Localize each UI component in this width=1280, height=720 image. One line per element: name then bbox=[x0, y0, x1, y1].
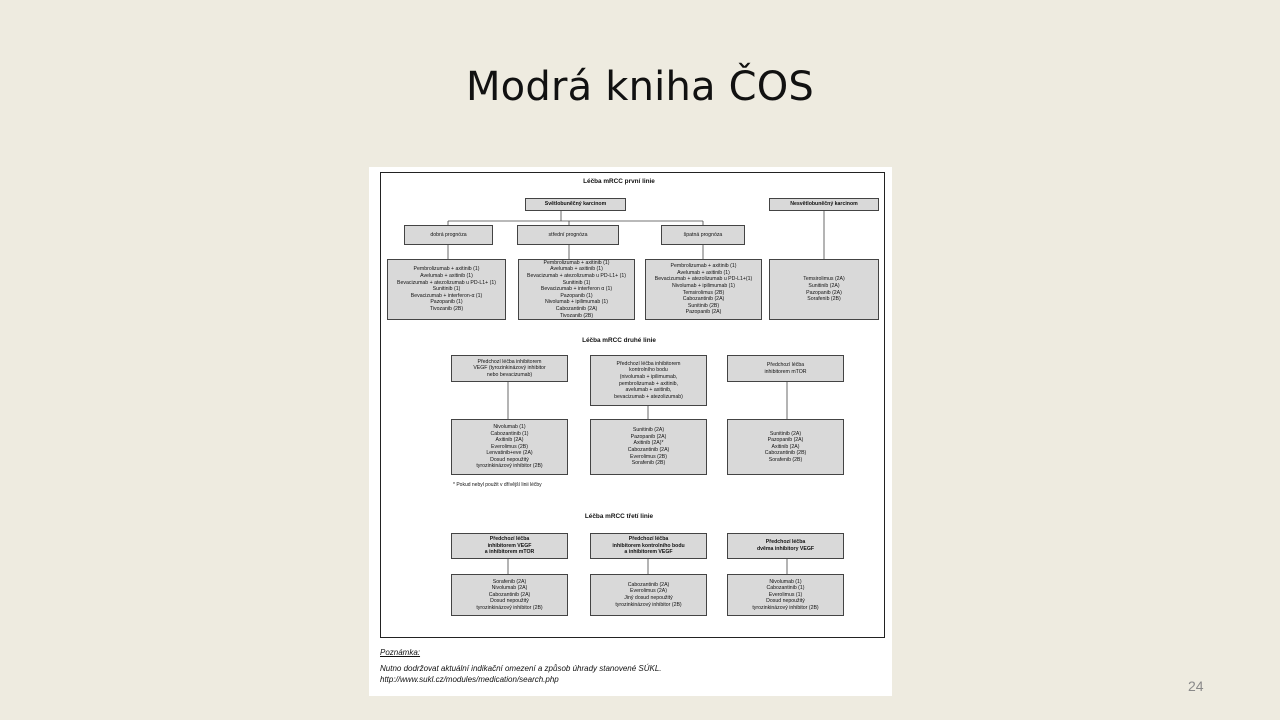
clear-cell-label: Světlobuněčný karcinom bbox=[544, 201, 607, 208]
treatment-item: Cabozantinib (2A) bbox=[627, 447, 670, 453]
treatment-item: Axitinib (2A) bbox=[495, 437, 524, 444]
prior-two-vegf-box bbox=[727, 533, 844, 559]
treatment-item: Cabozantinib (2A) bbox=[555, 305, 598, 312]
second-line-options-vegf bbox=[451, 419, 568, 475]
treatment-item: Cabozantinib (1) bbox=[490, 430, 529, 437]
second-line-options-checkpoint bbox=[590, 419, 707, 475]
treatment-item: Avelumab + axitinib (1) bbox=[677, 269, 730, 276]
treatment-item: Pembrolizumab + axitinib (1) bbox=[543, 259, 610, 266]
treatment-item: Dosud nepoužitý bbox=[490, 598, 529, 605]
prior-line: nebo bevacizumab) bbox=[486, 371, 533, 378]
treatment-flowchart bbox=[369, 167, 892, 696]
treatment-item: Bevacizumab + interferon α (1) bbox=[540, 286, 613, 293]
treatment-item: Bevacizumab + interferon-α (1) bbox=[410, 292, 483, 299]
treatment-item: Nivolumab (2A) bbox=[491, 585, 528, 592]
treatment-item: Axitinib (2A) bbox=[771, 443, 800, 450]
treatment-item: Pazopanib (2A) bbox=[767, 437, 804, 444]
page-number: 24 bbox=[1188, 678, 1204, 694]
note-label: Poznámka: bbox=[380, 648, 421, 657]
prior-mtor-box bbox=[727, 355, 844, 382]
treatment-item: Avelumab + axitinib (1) bbox=[550, 266, 603, 273]
treatment-item: Cabozantinib (2A) bbox=[682, 296, 725, 303]
prior-line: a inhibitorem VEGF bbox=[624, 549, 673, 556]
prior-line: pembrolizumab + axitinib, bbox=[619, 380, 678, 387]
treatment-item: Pazopanib (2A) bbox=[630, 433, 667, 440]
treatment-item: Pazopanib (1) bbox=[560, 292, 593, 299]
treatment-item: Bevacizumab + atezolizumab u PD-L1+ (1) bbox=[397, 279, 496, 286]
third-line-options-checkpoint-vegf bbox=[590, 574, 707, 616]
treatment-item: Sorafenib (2B) bbox=[807, 296, 841, 303]
treatment-item: tyrozinkinázový inhibitor (2B) bbox=[615, 601, 682, 608]
treatment-item: Sunitinib (2A) bbox=[769, 430, 802, 437]
treatment-item: Sorafenib (2B) bbox=[768, 456, 803, 463]
treatment-item: Nivolumab + ipilimumab (1) bbox=[545, 299, 608, 306]
prior-line: avelumab + axitinib, bbox=[625, 387, 672, 394]
treatment-item: Bevacizumab + atezolizumab u PD-L1+ (1) bbox=[527, 273, 626, 280]
prior-vegf-mtor-box bbox=[451, 533, 568, 559]
treatment-item: Dosud nepoužitý bbox=[766, 598, 805, 605]
prior-line: a inhibitorem mTOR bbox=[484, 549, 535, 556]
treatment-item: Temsirolimus (2B) bbox=[682, 289, 725, 296]
prior-line: inhibitorem mTOR bbox=[764, 368, 807, 375]
third-line-options-two-vegf bbox=[727, 574, 844, 616]
treatment-item: Sorafenib (2B) bbox=[631, 460, 666, 467]
treatment-item: Everolimus (2A) bbox=[630, 588, 667, 595]
prognosis-poor-box bbox=[661, 225, 745, 245]
intermediate-prognosis-treatments bbox=[518, 259, 635, 320]
treatment-item: Pazopanib (2A) bbox=[806, 289, 842, 296]
treatment-item: Everolimus (2B) bbox=[630, 453, 667, 460]
treatment-item: Avelumab + axitinib (1) bbox=[420, 273, 473, 280]
treatment-item: Tivozanib (2B) bbox=[559, 312, 594, 319]
treatment-item: Sunitinib (2B) bbox=[687, 302, 720, 309]
prior-line: VEGF (tyrozinkinázový inhibitor bbox=[473, 365, 546, 372]
prior-line: Předchozí léčba bbox=[489, 536, 530, 543]
poor-prognosis-treatments bbox=[645, 259, 762, 320]
good-prognosis-treatments bbox=[387, 259, 506, 320]
treatment-item: Temsirolimus (2A) bbox=[803, 276, 845, 283]
treatment-item: Nivolumab (1) bbox=[493, 423, 526, 430]
prior-checkpoint-vegf-box bbox=[590, 533, 707, 559]
first-line-heading: Léčba mRCC první linie bbox=[583, 178, 655, 185]
prognosis-intermediate-box bbox=[517, 225, 619, 245]
prior-line: Předchozí léčba bbox=[628, 536, 669, 543]
treatment-item: Dosud nepoužitý bbox=[490, 456, 529, 463]
prior-vegf-box bbox=[451, 355, 568, 382]
prognosis-good-box bbox=[404, 225, 493, 245]
treatment-item: Lenvatinib+eve (2A) bbox=[486, 450, 533, 457]
prior-line: Předchozí léčba bbox=[765, 539, 806, 546]
prior-line: inhibitorem kontrolního bodu bbox=[612, 542, 685, 549]
treatment-item: Cabozantinib (2A) bbox=[627, 581, 670, 588]
third-line-heading: Léčba mRCC třetí linie bbox=[584, 513, 654, 520]
treatment-item: Cabozantinib (2B) bbox=[764, 450, 807, 457]
non-clear-cell-treatments bbox=[769, 259, 879, 320]
treatment-item: Bevacizumab + atezolizumab u PD-L1+(1) bbox=[654, 276, 753, 283]
treatment-item: Sunitinib (1) bbox=[432, 286, 461, 293]
treatment-item: Everolimus (1) bbox=[768, 591, 803, 598]
prior-line: dvěma inhibitory VEGF bbox=[756, 546, 815, 552]
treatment-item: Nivolumab (1) bbox=[769, 578, 802, 585]
non-clear-cell-label: Nesvětlobuněčný karcinom bbox=[790, 201, 858, 208]
note-url[interactable]: http://www.sukl.cz/modules/medication/search.php bbox=[380, 675, 559, 684]
treatment-item: Pembrolizumab + axitinib (1) bbox=[413, 266, 480, 273]
treatment-item: Pembrolizumab + axitinib (1) bbox=[670, 263, 737, 270]
treatment-item: Everolimus (2B) bbox=[491, 443, 528, 450]
treatment-item: tyrozinkinázový inhibitor (2B) bbox=[752, 604, 819, 611]
note-text: Nutno dodržovat aktuální indikační omezení a způsob úhrady stanovené SÚKL. bbox=[380, 664, 662, 673]
prior-line: bevacizumab + atezolizumab) bbox=[614, 393, 683, 400]
treatment-item: Cabozantinib (2A) bbox=[488, 591, 531, 598]
second-line-heading: Léčba mRCC druhé linie bbox=[582, 337, 656, 344]
treatment-item: Sunitinib (2A) bbox=[632, 427, 665, 434]
second-line-options-mtor bbox=[727, 419, 844, 475]
third-line-options-vegf-mtor bbox=[451, 574, 568, 616]
prior-line: inhibitorem VEGF bbox=[487, 542, 532, 549]
treatment-item: Tivozanib (2B) bbox=[429, 305, 464, 312]
prior-line: Předchozí léčba inhibitorem bbox=[616, 360, 681, 367]
treatment-item: Cabozantinib (1) bbox=[766, 585, 805, 592]
prognosis-intermediate-label: střední prognóza bbox=[548, 231, 588, 238]
non-clear-cell-box bbox=[769, 198, 879, 211]
treatment-item: Pazopanib (2A) bbox=[685, 309, 722, 316]
prior-line: (nivolumab + ipilimumab, bbox=[619, 373, 678, 380]
treatment-item: Sorafenib (2A) bbox=[492, 578, 527, 585]
prognosis-good-label: dobrá prognóza bbox=[430, 231, 467, 238]
prior-line: kontrolního bodu bbox=[629, 367, 668, 374]
clear-cell-box bbox=[525, 198, 626, 211]
slide-title: Modrá kniha ČOS bbox=[465, 64, 815, 110]
prior-line: Předchozí léčba inhibitorem bbox=[477, 358, 542, 365]
treatment-item: tyrozinkinázový inhibitor (2B) bbox=[476, 604, 543, 611]
prognosis-poor-label: špatná prognóza bbox=[683, 231, 723, 238]
treatment-item: Pazopanib (1) bbox=[430, 299, 463, 306]
treatment-item: Sunitinib (2A) bbox=[808, 282, 840, 289]
treatment-item: Nivolumab + ipilimumab (1) bbox=[672, 282, 735, 289]
treatment-item: tyrozinkinázový inhibitor (2B) bbox=[476, 463, 543, 470]
second-line-footnote: * Pokud nebyl použit v dřívější linii léčby bbox=[453, 482, 542, 488]
treatment-item: Jiný dosud nepoužitý bbox=[624, 595, 673, 601]
prior-line: Předchozí léčba bbox=[766, 361, 805, 368]
treatment-item: Axitinib (2A)* bbox=[633, 440, 664, 447]
treatment-item: Sunitinib (1) bbox=[562, 279, 591, 286]
prior-checkpoint-box bbox=[590, 355, 707, 406]
